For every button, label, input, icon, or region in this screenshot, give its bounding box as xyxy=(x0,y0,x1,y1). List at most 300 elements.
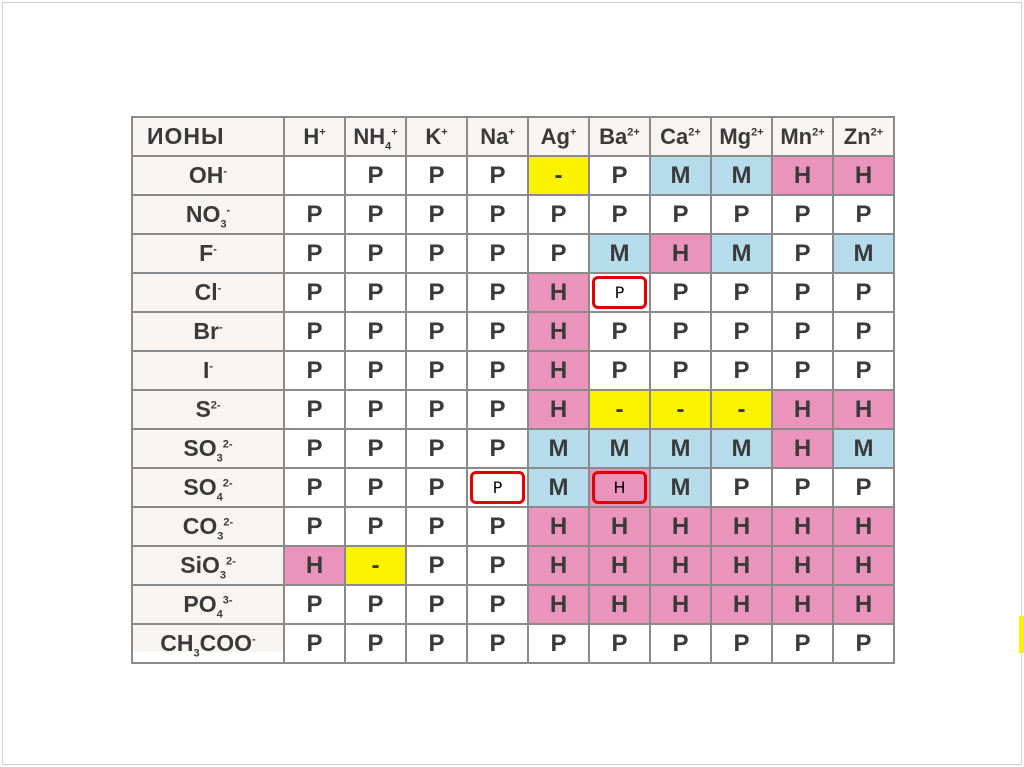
anion-label xyxy=(132,546,284,585)
ion-charge: 2+ xyxy=(688,126,701,139)
solubility-value: Р xyxy=(489,278,506,306)
solubility-cell xyxy=(467,195,528,234)
solubility-value: - xyxy=(615,395,624,423)
solubility-cell xyxy=(528,390,589,429)
cation-header-row xyxy=(132,117,894,156)
anion-label xyxy=(132,585,284,624)
anion-label xyxy=(132,273,284,312)
solubility-value: Р xyxy=(855,473,872,501)
solubility-cell xyxy=(406,156,467,195)
solubility-cell xyxy=(711,390,772,429)
ion-symbol: Ag xyxy=(540,123,570,149)
ion-subscript: 3 xyxy=(219,569,226,582)
solubility-value: Р xyxy=(428,590,445,618)
table-row xyxy=(132,546,894,585)
solubility-value: Н xyxy=(671,239,690,267)
solubility-value: М xyxy=(609,434,630,462)
solubility-cell xyxy=(589,546,650,585)
solubility-value: Н xyxy=(549,356,568,384)
highlight-box xyxy=(470,471,525,504)
ion-symbol-tail: COO xyxy=(199,630,253,656)
solubility-cell xyxy=(711,546,772,585)
solubility-cell xyxy=(406,429,467,468)
solubility-value: Р xyxy=(611,317,628,345)
ion-subscript: 3 xyxy=(217,530,224,543)
solubility-cell xyxy=(345,429,406,468)
cation-header xyxy=(467,117,528,156)
solubility-value: Н xyxy=(549,551,568,579)
solubility-value: Р xyxy=(367,239,384,267)
table-row xyxy=(132,234,894,273)
ion-symbol: H xyxy=(303,123,320,149)
solubility-cell xyxy=(528,156,589,195)
solubility-value: Р xyxy=(428,200,445,228)
solubility-cell xyxy=(772,195,833,234)
solubility-cell xyxy=(772,351,833,390)
solubility-value: Р xyxy=(367,356,384,384)
solubility-value: Р xyxy=(855,629,872,657)
table-row xyxy=(132,624,894,663)
solubility-value: М xyxy=(548,473,569,501)
ion-charge: 2- xyxy=(210,399,221,412)
solubility-value: Р xyxy=(489,317,506,345)
solubility-value: Р xyxy=(306,629,323,657)
solubility-value: Р xyxy=(306,512,323,540)
solubility-cell xyxy=(406,546,467,585)
solubility-cell xyxy=(284,195,345,234)
solubility-value: Р xyxy=(489,551,506,579)
solubility-value: Н xyxy=(793,512,812,540)
solubility-cell xyxy=(528,585,589,624)
solubility-cell xyxy=(284,351,345,390)
cation-header xyxy=(650,117,711,156)
solubility-value: Р xyxy=(306,590,323,618)
table-row xyxy=(132,390,894,429)
solubility-cell xyxy=(284,156,345,195)
solubility-value: Р xyxy=(672,278,689,306)
solubility-cell xyxy=(528,234,589,273)
ion-symbol: K xyxy=(425,123,442,149)
solubility-cell xyxy=(345,468,406,507)
cation-header xyxy=(284,117,345,156)
solubility-cell xyxy=(467,390,528,429)
solubility-cell xyxy=(528,273,589,312)
anion-label xyxy=(132,351,284,390)
solubility-cell xyxy=(833,507,894,546)
solubility-value: Р xyxy=(611,200,628,228)
solubility-cell xyxy=(467,312,528,351)
table-row xyxy=(132,156,894,195)
solubility-cell xyxy=(406,468,467,507)
ion-charge: - xyxy=(226,204,231,217)
solubility-value: Н xyxy=(610,512,629,540)
solubility-cell xyxy=(833,312,894,351)
solubility-cell xyxy=(772,546,833,585)
solubility-cell xyxy=(345,351,406,390)
ion-symbol: F xyxy=(199,240,214,266)
corner-header: ИОНЫ xyxy=(132,117,284,156)
ion-charge: + xyxy=(508,126,515,139)
solubility-value: - xyxy=(554,161,563,189)
cation-header xyxy=(406,117,467,156)
solubility-cell xyxy=(833,273,894,312)
solubility-cell xyxy=(650,273,711,312)
table-row xyxy=(132,507,894,546)
solubility-cell xyxy=(345,273,406,312)
solubility-value: - xyxy=(371,551,380,579)
solubility-value: Р xyxy=(428,356,445,384)
solubility-cell xyxy=(345,585,406,624)
solubility-cell xyxy=(345,546,406,585)
ion-symbol: SO xyxy=(183,435,217,461)
solubility-value: М xyxy=(731,239,752,267)
solubility-value: Р xyxy=(428,434,445,462)
ion-symbol: Zn xyxy=(843,123,871,149)
solubility-value: Р xyxy=(367,395,384,423)
solubility-value: Н xyxy=(854,590,873,618)
ion-charge: 3- xyxy=(222,594,233,607)
solubility-value: Р xyxy=(306,200,323,228)
solubility-value: Р xyxy=(794,473,811,501)
solubility-cell xyxy=(772,507,833,546)
solubility-cell xyxy=(589,156,650,195)
solubility-cell xyxy=(345,390,406,429)
solubility-value: Р xyxy=(733,200,750,228)
solubility-value: Р xyxy=(794,239,811,267)
solubility-cell xyxy=(589,468,650,507)
ion-charge: 2- xyxy=(225,555,236,568)
solubility-value: Н xyxy=(732,551,751,579)
solubility-cell xyxy=(467,351,528,390)
solubility-cell xyxy=(345,507,406,546)
solubility-cell xyxy=(711,351,772,390)
table-row xyxy=(132,585,894,624)
solubility-table-container xyxy=(131,116,893,660)
solubility-cell xyxy=(650,351,711,390)
solubility-cell xyxy=(284,390,345,429)
solubility-value: Р xyxy=(672,356,689,384)
solubility-value: Н xyxy=(854,161,873,189)
solubility-cell xyxy=(345,195,406,234)
ion-charge: 2+ xyxy=(627,126,640,139)
table-row xyxy=(132,273,894,312)
solubility-value: Н xyxy=(671,590,690,618)
ion-symbol: SiO xyxy=(180,552,220,578)
solubility-value: Р xyxy=(489,395,506,423)
solubility-value: М xyxy=(609,239,630,267)
solubility-value: - xyxy=(737,395,746,423)
solubility-cell xyxy=(650,195,711,234)
anion-label xyxy=(132,624,284,663)
solubility-value: Р xyxy=(428,278,445,306)
solubility-value: Р xyxy=(367,590,384,618)
ion-symbol: NO xyxy=(185,201,221,227)
ion-charge: + xyxy=(391,126,398,139)
ion-subscript: 4 xyxy=(216,608,223,621)
solubility-cell xyxy=(711,585,772,624)
solubility-cell xyxy=(589,195,650,234)
solubility-cell xyxy=(345,156,406,195)
solubility-cell xyxy=(711,156,772,195)
solubility-cell xyxy=(406,273,467,312)
cation-header xyxy=(772,117,833,156)
solubility-value: М xyxy=(731,434,752,462)
solubility-value: Р xyxy=(428,551,445,579)
solubility-value: Р xyxy=(794,356,811,384)
solubility-cell xyxy=(650,624,711,663)
solubility-cell xyxy=(406,507,467,546)
ion-charge: + xyxy=(569,126,577,139)
solubility-value: Р xyxy=(733,356,750,384)
solubility-value: Н xyxy=(793,395,812,423)
solubility-cell xyxy=(406,312,467,351)
solubility-cell xyxy=(284,468,345,507)
solubility-value: Н xyxy=(793,551,812,579)
solubility-cell xyxy=(833,156,894,195)
solubility-value: Н xyxy=(793,590,812,618)
solubility-value: Р xyxy=(733,629,750,657)
highlight-label: Р xyxy=(614,283,625,302)
solubility-cell xyxy=(650,390,711,429)
cation-header xyxy=(589,117,650,156)
solubility-cell xyxy=(284,546,345,585)
solubility-cell xyxy=(467,234,528,273)
ion-symbol: CO xyxy=(182,513,218,539)
solubility-value: Р xyxy=(367,317,384,345)
solubility-value: Р xyxy=(367,278,384,306)
table-row xyxy=(132,312,894,351)
ion-charge: 2+ xyxy=(870,126,884,139)
ion-symbol: S xyxy=(195,396,211,422)
ion-charge: - xyxy=(252,633,256,646)
solubility-cell xyxy=(833,546,894,585)
cation-header xyxy=(345,117,406,156)
solubility-cell xyxy=(345,624,406,663)
solubility-cell xyxy=(467,156,528,195)
cation-header xyxy=(711,117,772,156)
solubility-value: Р xyxy=(855,278,872,306)
solubility-cell xyxy=(772,624,833,663)
ion-symbol: Ba xyxy=(599,123,628,149)
solubility-cell xyxy=(284,234,345,273)
edge-color-strip xyxy=(1019,616,1024,653)
ion-charge: + xyxy=(441,126,448,139)
solubility-value: М xyxy=(670,473,691,501)
solubility-value: Н xyxy=(671,551,690,579)
solubility-value: Р xyxy=(306,434,323,462)
ion-symbol: SO xyxy=(183,474,217,500)
solubility-value: Р xyxy=(733,278,750,306)
solubility-value: Р xyxy=(489,629,506,657)
solubility-value: Р xyxy=(489,434,506,462)
solubility-cell xyxy=(833,468,894,507)
solubility-cell xyxy=(650,507,711,546)
solubility-cell xyxy=(406,351,467,390)
solubility-value: Н xyxy=(854,395,873,423)
solubility-cell xyxy=(467,468,528,507)
solubility-cell xyxy=(711,429,772,468)
solubility-cell xyxy=(406,234,467,273)
solubility-cell xyxy=(772,468,833,507)
solubility-cell xyxy=(589,312,650,351)
solubility-cell xyxy=(711,468,772,507)
solubility-value: Р xyxy=(550,629,567,657)
solubility-value: Р xyxy=(733,473,750,501)
solubility-cell xyxy=(833,351,894,390)
solubility-value: М xyxy=(853,434,874,462)
solubility-cell xyxy=(833,624,894,663)
solubility-cell xyxy=(711,507,772,546)
solubility-value: - xyxy=(676,395,685,423)
solubility-value: Р xyxy=(489,512,506,540)
solubility-cell xyxy=(650,312,711,351)
anion-label xyxy=(132,507,284,546)
ion-symbol: PO xyxy=(183,591,217,617)
solubility-cell xyxy=(711,624,772,663)
solubility-value: Р xyxy=(367,434,384,462)
ion-charge: + xyxy=(319,126,326,139)
ion-symbol: OH xyxy=(188,162,224,188)
ion-charge: 2+ xyxy=(812,126,825,139)
solubility-cell xyxy=(772,390,833,429)
solubility-value: Р xyxy=(428,512,445,540)
solubility-cell xyxy=(589,624,650,663)
ion-symbol: Ca xyxy=(660,123,689,149)
solubility-value: Р xyxy=(489,356,506,384)
ion-symbol: CH xyxy=(160,630,194,656)
ion-symbol: Mn xyxy=(780,123,813,149)
solubility-cell xyxy=(589,390,650,429)
solubility-cell xyxy=(833,234,894,273)
solubility-value: Н xyxy=(549,317,568,345)
solubility-cell xyxy=(528,312,589,351)
solubility-value: Р xyxy=(611,161,628,189)
solubility-value: Н xyxy=(671,512,690,540)
solubility-cell xyxy=(711,234,772,273)
solubility-cell xyxy=(772,156,833,195)
solubility-cell xyxy=(650,429,711,468)
table-row xyxy=(132,429,894,468)
solubility-cell xyxy=(711,195,772,234)
solubility-cell xyxy=(589,585,650,624)
table-row xyxy=(132,195,894,234)
solubility-value: Р xyxy=(794,200,811,228)
ion-symbol: Mg xyxy=(719,123,752,149)
ion-charge: 2- xyxy=(223,516,234,529)
solubility-value: Н xyxy=(854,512,873,540)
solubility-value: Р xyxy=(367,629,384,657)
solubility-cell xyxy=(284,273,345,312)
anion-label xyxy=(132,156,284,195)
solubility-cell xyxy=(345,312,406,351)
solubility-value: Н xyxy=(793,161,812,189)
highlight-box xyxy=(592,276,647,309)
solubility-value: Р xyxy=(489,161,506,189)
solubility-value: Н xyxy=(854,551,873,579)
solubility-value: Р xyxy=(611,629,628,657)
solubility-value: Р xyxy=(672,317,689,345)
highlight-box xyxy=(592,471,647,504)
solubility-cell xyxy=(467,546,528,585)
solubility-cell xyxy=(772,273,833,312)
solubility-value: Р xyxy=(367,200,384,228)
ion-symbol: Br xyxy=(193,318,219,344)
solubility-value: Р xyxy=(489,200,506,228)
solubility-cell xyxy=(711,312,772,351)
solubility-cell xyxy=(772,585,833,624)
solubility-value: М xyxy=(731,161,752,189)
solubility-value: Р xyxy=(794,278,811,306)
highlight-label: Н xyxy=(613,478,626,497)
solubility-value: Н xyxy=(305,551,324,579)
solubility-value: Р xyxy=(428,239,445,267)
solubility-cell xyxy=(467,585,528,624)
solubility-cell xyxy=(589,351,650,390)
solubility-value: М xyxy=(853,239,874,267)
solubility-value: Р xyxy=(306,278,323,306)
solubility-cell xyxy=(284,624,345,663)
solubility-cell xyxy=(650,234,711,273)
solubility-value: Н xyxy=(793,434,812,462)
solubility-value: Р xyxy=(306,473,323,501)
cation-header xyxy=(833,117,894,156)
solubility-cell xyxy=(406,624,467,663)
solubility-cell xyxy=(528,546,589,585)
solubility-cell xyxy=(284,312,345,351)
solubility-cell xyxy=(406,390,467,429)
solubility-cell xyxy=(284,429,345,468)
solubility-cell xyxy=(650,156,711,195)
solubility-cell xyxy=(284,507,345,546)
solubility-cell xyxy=(528,195,589,234)
solubility-cell xyxy=(772,234,833,273)
solubility-cell xyxy=(833,429,894,468)
solubility-value: Р xyxy=(428,473,445,501)
solubility-table xyxy=(131,116,895,664)
solubility-value: Р xyxy=(672,629,689,657)
solubility-value: Р xyxy=(611,356,628,384)
ion-charge: - xyxy=(213,243,217,256)
table-row xyxy=(132,351,894,390)
solubility-value: Р xyxy=(855,200,872,228)
solubility-value: Р xyxy=(306,317,323,345)
solubility-value: Р xyxy=(489,239,506,267)
solubility-cell xyxy=(467,624,528,663)
solubility-cell xyxy=(589,273,650,312)
solubility-cell xyxy=(528,624,589,663)
solubility-value: М xyxy=(670,161,691,189)
solubility-value: М xyxy=(670,434,691,462)
solubility-cell xyxy=(833,585,894,624)
solubility-cell xyxy=(345,234,406,273)
solubility-value: Н xyxy=(610,590,629,618)
solubility-value: Р xyxy=(733,317,750,345)
solubility-cell xyxy=(467,273,528,312)
ion-charge: 2- xyxy=(222,477,233,490)
table-body xyxy=(132,156,894,663)
solubility-value: Н xyxy=(732,590,751,618)
solubility-cell xyxy=(467,429,528,468)
solubility-value: Р xyxy=(306,356,323,384)
solubility-cell xyxy=(406,195,467,234)
solubility-cell xyxy=(528,429,589,468)
solubility-cell xyxy=(589,507,650,546)
anion-label xyxy=(132,195,284,234)
ion-symbol: Cl xyxy=(194,279,218,305)
solubility-cell xyxy=(650,468,711,507)
solubility-cell xyxy=(406,585,467,624)
cation-header xyxy=(528,117,589,156)
